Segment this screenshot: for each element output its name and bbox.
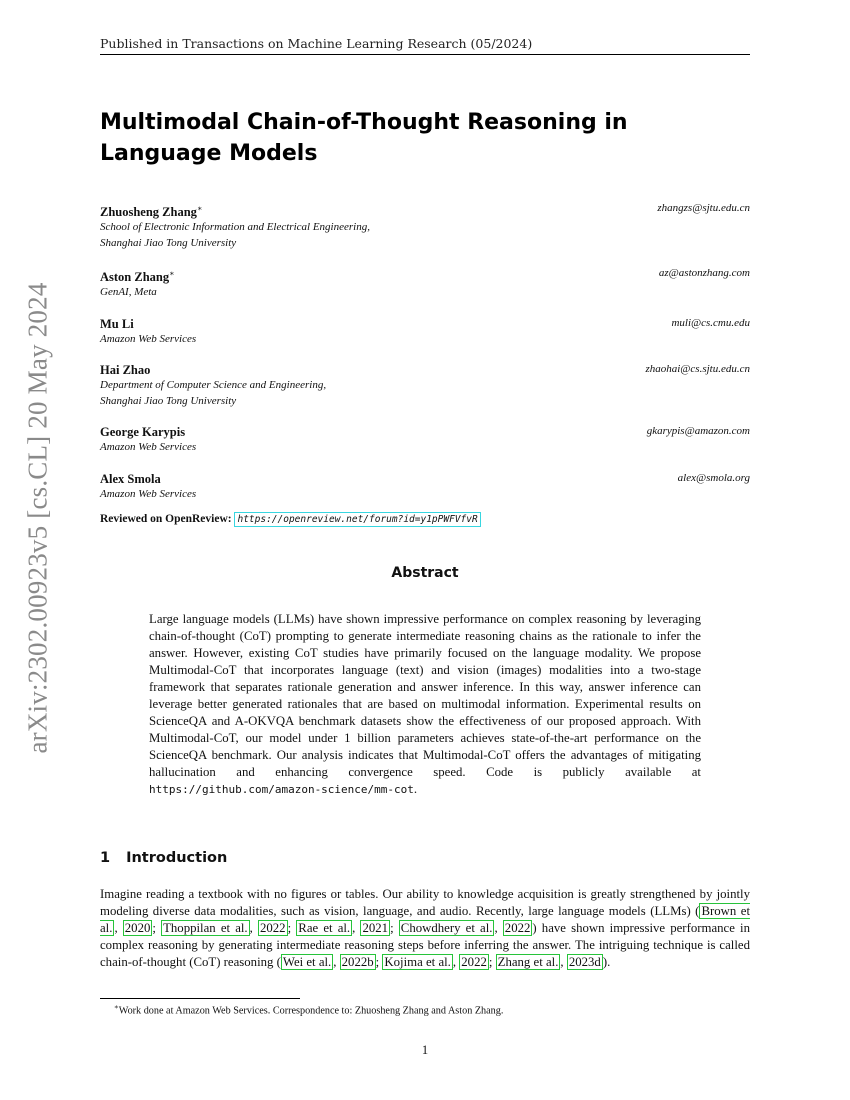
- author-email[interactable]: zhangzs@sjtu.edu.cn: [657, 202, 750, 214]
- arxiv-identifier-stamp: arXiv:2302.00923v5 [cs.CL] 20 May 2024: [22, 282, 53, 754]
- author-name: Zhuosheng Zhang∗: [100, 204, 203, 220]
- author-name: Aston Zhang∗: [100, 269, 175, 285]
- section-heading-introduction: [100, 850, 227, 866]
- page-number: 1: [421, 1043, 429, 1057]
- author-block: [100, 316, 750, 348]
- code-url-link[interactable]: https://github.com/amazon-science/mm-cot: [149, 783, 414, 796]
- citation-link[interactable]: 2022b: [341, 955, 374, 969]
- abstract-heading: Abstract: [391, 565, 459, 581]
- author-email[interactable]: alex@smola.org: [677, 471, 750, 484]
- author-affiliation: School of Electronic Information and Electrical Engineering,: [100, 221, 370, 234]
- author-name: Mu Li: [100, 316, 134, 331]
- author-name: Hai Zhao: [100, 363, 151, 378]
- author-list: [100, 201, 750, 517]
- footnote-divider: [100, 998, 300, 999]
- citation-link[interactable]: 2022: [259, 921, 286, 935]
- author-affiliation: Amazon Web Services: [100, 441, 197, 454]
- openreview-label: Reviewed on OpenReview:: [100, 513, 232, 525]
- author-email[interactable]: gkarypis@amazon.com: [646, 425, 750, 438]
- citation-link[interactable]: Thoppilan et al.: [163, 921, 248, 935]
- author-affiliation: Amazon Web Services: [100, 332, 197, 345]
- author-affiliation: Department of Computer Science and Engineering,: [100, 379, 327, 392]
- citation-link[interactable]: Wei et al.: [282, 955, 332, 969]
- author-affiliation: Shanghai Jiao Tong University: [100, 236, 237, 249]
- author-name: Alex Smola: [100, 471, 161, 486]
- author-email[interactable]: muli@cs.cmu.edu: [671, 316, 750, 329]
- abstract-text: Large language models (LLMs) have shown impressive performance on complex reasoning by leveraging chain-of-thought (CoT) prompting to generate intermediate reasoning chains as the rationale to infer the answer. However, existing CoT studies have primarily focused on the language modality. We propose Multimodal-CoT that incorporates language (text) and vision (images) modalities into a two-stage framework that separates rationale generation and answer inference. In this way, answer inference can leverage better generated rationales that are based on multimodal information. Experimental results on ScienceQA and A-OKVQA benchmark datasets show the effectiveness of our proposed approach. With Multimodal-CoT, our model under 1 billion parameters achieves state-of-the-art performance on the ScienceQA benchmark. Our analysis indicates that Multimodal-CoT offers the advantages of mitigating hallucination and enhancing convergence speed. Code is publicly available at https://github.com/amazon-science/mm-cot.: [149, 612, 701, 796]
- section-number: 1: [100, 850, 111, 866]
- author-block: [100, 362, 750, 409]
- author-affiliation: Shanghai Jiao Tong University: [100, 394, 237, 407]
- citation-link[interactable]: 2021: [362, 921, 389, 935]
- paper-title: [100, 107, 660, 169]
- author-email[interactable]: zhaohai@cs.sjtu.edu.cn: [645, 363, 750, 376]
- citation-link[interactable]: Rae et al.: [298, 921, 351, 935]
- footnote: ∗Work done at Amazon Web Services. Correspondence to: Zhuosheng Zhang and Aston Zhang.: [114, 1003, 504, 1017]
- citation-link[interactable]: Brown et al.: [100, 904, 750, 935]
- paper-title-line-2: Language Models: [100, 141, 318, 166]
- citation-link[interactable]: 2023d: [568, 955, 601, 969]
- author-email[interactable]: az@astonzhang.com: [658, 267, 750, 280]
- section-title: Introduction: [126, 850, 228, 866]
- citation-link[interactable]: 2022: [461, 955, 487, 969]
- citation-link[interactable]: Chowdhery et al.: [400, 921, 493, 935]
- paper-title-line-1: Multimodal Chain-of-Thought Reasoning in: [100, 110, 628, 135]
- citation-link[interactable]: 2022: [504, 921, 531, 935]
- introduction-paragraph: Imagine reading a textbook with no figures or tables. Our ability to knowledge acquisition is greatly strengthened by jointly modeling diverse data modalities, such as vision, language, and audio. Recently, large language models (LLMs) ( Brown et al. , 2020 ; Thoppilan et al. , 2022 ; Rae et al. , 2021 ; Chowdhery et al. , 2022 ) have shown impressive performance in complex reasoning by generating intermediate reasoning steps before inferring the answer. The intriguing technique is called chain-of-thought (CoT) reasoning ( Wei et al. , 2022b ; Kojima et al. , 2022 ; Zhang et al. , 2023d ).: [100, 887, 750, 969]
- openreview-link[interactable]: https://openreview.net/forum?id=y1pPWFVfvR: [234, 512, 480, 527]
- journal-header: Published in Transactions on Machine Learning Research (05/2024): [100, 36, 750, 55]
- author-block: [100, 266, 750, 301]
- author-block: [100, 424, 750, 456]
- author-block: [100, 471, 750, 503]
- citation-link[interactable]: 2020: [124, 921, 151, 935]
- citation-link[interactable]: Zhang et al.: [497, 955, 559, 969]
- author-affiliation: Amazon Web Services: [100, 487, 197, 500]
- openreview-line: [100, 512, 481, 527]
- author-name: George Karypis: [100, 425, 186, 440]
- citation-link[interactable]: Kojima et al.: [384, 955, 451, 969]
- author-block: [100, 201, 750, 251]
- author-affiliation: GenAI, Meta: [100, 286, 157, 299]
